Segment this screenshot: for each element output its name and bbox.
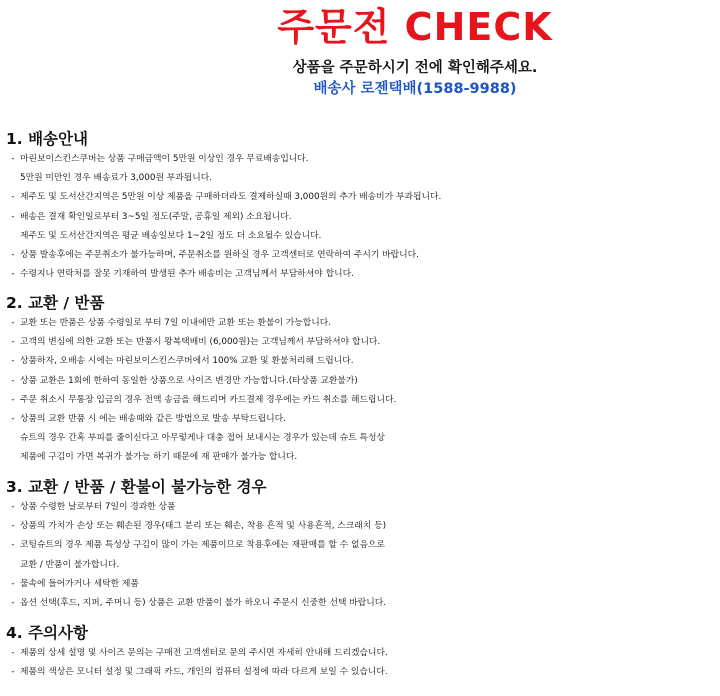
- list-item-text: 상품의 가치가 손상 또는 훼손된 경우(태그 분리 또는 훼손, 착용 흔적 및 사용흔적, 스크래치 등): [20, 521, 387, 532]
- list-item-text: 물속에 들어가거나 세탁한 제품: [20, 578, 139, 589]
- list-item: [6, 372, 714, 391]
- bullet-dash: -: [11, 269, 15, 280]
- list-item-text: 제품의 색상은 모니터 설정 및 그래픽 카드, 개인의 컴퓨터 설정에 따라 다르게 보일 수 있습니다.: [20, 667, 388, 678]
- bullet-dash: -: [11, 192, 15, 203]
- bullet-dash: -: [11, 414, 15, 425]
- section-heading: 1. 배송안내: [6, 130, 88, 148]
- list-item: [6, 188, 714, 207]
- section-non-returnable: [6, 476, 714, 613]
- list-item-text: 제주도 및 도서산간지역은 5만원 이상 제품을 구매하더라도 결제하실때 3,000원의 추가 배송비가 부과됩니다.: [20, 192, 442, 203]
- bullet-dash: -: [11, 154, 15, 164]
- bullet-dash: -: [11, 648, 15, 658]
- bullet-dash: -: [11, 540, 15, 551]
- page-title: 주문전 CHECK: [277, 5, 553, 49]
- section-list: [6, 644, 714, 682]
- list-item-text: 제주도 및 도서산간지역은 평균 배송일보다 1~2일 정도 더 소요될수 있습니다.: [20, 230, 322, 241]
- bullet-dash: -: [11, 502, 15, 512]
- list-item: [6, 391, 714, 410]
- list-item: [6, 333, 714, 352]
- list-item-text: 고객의 변심에 의한 교환 또는 반품시 왕복택배비 (6,000원)는 고객님께서 부담하셔야 합니다.: [20, 337, 381, 348]
- bullet-dash: -: [11, 211, 15, 222]
- list-item-text: 상품의 교환 반품 시 에는 배송때와 같은 방법으로 발송 부탁드립니다.: [20, 414, 286, 425]
- list-item: [6, 536, 714, 555]
- list-item-text: 제품의 상세 설명 및 사이즈 문의는 구매전 고객센터로 문의 주시면 자세히 안내해 드리겠습니다.: [20, 648, 388, 658]
- bullet-dash: -: [11, 667, 15, 678]
- bullet-dash: -: [11, 337, 15, 348]
- list-item-text: 상품 발송후에는 주문취소가 불가능하며, 주문취소를 원하실 경우 고객센터로 연락하여 주시기 바랍니다.: [20, 250, 419, 261]
- list-item: [6, 314, 714, 333]
- list-item: [6, 594, 714, 613]
- list-item: [6, 644, 714, 663]
- section-list: [6, 150, 714, 284]
- list-item: [6, 498, 714, 517]
- section-exchange-return: [6, 292, 714, 468]
- section-list: [6, 498, 714, 613]
- section-shipping-info: [6, 128, 714, 284]
- list-item-text: 코팅슈트의 경우 제품 특성상 구김이 많이 가는 제품이므로 착용후에는 재판매를 할 수 없음으로: [20, 540, 385, 551]
- section-precautions: [6, 622, 714, 682]
- bullet-dash: -: [11, 598, 15, 609]
- list-item-text: 수령지나 연락처를 잘못 기재하여 발생된 추가 배송비는 고객님께서 부담하셔야 합니다.: [20, 269, 354, 280]
- list-item: [6, 227, 714, 246]
- list-item: [6, 448, 714, 467]
- list-item: [6, 517, 714, 536]
- bullet-dash: -: [11, 578, 15, 589]
- list-item: [6, 169, 714, 188]
- bullet-dash: -: [11, 318, 15, 328]
- list-item: [6, 429, 714, 448]
- list-item-text: 상품하자, 오배송 시에는 마린보이스킨스쿠버에서 100% 교환 및 환불처리해 드립니다.: [20, 356, 354, 367]
- list-item: [6, 265, 714, 284]
- bullet-dash: -: [11, 394, 15, 405]
- list-item-text: 교환 또는 반품은 상품 수령일로 부터 7일 이내에만 교환 또는 환불이 가능합니다.: [20, 318, 332, 328]
- list-item-text: 교환 / 반품이 불가합니다.: [20, 559, 120, 570]
- list-item-text: 옵션 선택(후드, 지퍼, 주머니 등) 상품은 교환 반품이 불가 하오니 주문시 신중한 선택 바랍니다.: [20, 598, 387, 609]
- bullet-dash: -: [11, 356, 15, 367]
- list-item-text: 상품 교환은 1회에 한하여 동일한 상품으로 사이즈 변경만 가능합니다.(타상품 교환불가): [20, 375, 358, 386]
- bullet-dash: -: [11, 375, 15, 386]
- list-item-text: 주문 취소시 무통장 입금의 경우 전액 송금을 해드리며 카드결제 경우에는 카드 취소를 해드립니다.: [20, 394, 397, 405]
- list-item: [6, 246, 714, 265]
- section-list: [6, 314, 714, 468]
- list-item: [6, 208, 714, 227]
- list-item-text: 슈트의 경우 간혹 부피를 줄이신다고 아무렇게나 대충 접어 보내시는 경우가 있는데 슈트 특성상: [20, 433, 385, 444]
- list-item-text: 상품 수령한 날로부터 7일이 경과한 상품: [20, 502, 176, 512]
- list-item: [6, 352, 714, 371]
- list-item: [6, 575, 714, 594]
- bullet-dash: -: [11, 521, 15, 532]
- list-item-text: 5만원 미만인 경우 배송료가 3,000원 부과됩니다.: [20, 173, 213, 184]
- section-heading: 2. 교환 / 반품: [6, 294, 105, 312]
- courier-info: 배송사 로젠택배(1588-9988): [313, 81, 517, 97]
- list-item-text: 배송은 결재 확인일로부터 3~5일 정도(주말, 공휴일 제외) 소요됩니다.: [20, 211, 292, 222]
- list-item: [6, 556, 714, 575]
- list-item: [6, 410, 714, 429]
- list-item: [6, 663, 714, 682]
- list-item: [6, 150, 714, 169]
- list-item-text: 마린보이스킨스쿠버는 상품 구매금액이 5만원 이상인 경우 무료배송입니다.: [20, 154, 309, 164]
- bullet-dash: -: [11, 250, 15, 261]
- section-heading: 3. 교환 / 반품 / 환불이 불가능한 경우: [6, 478, 267, 496]
- list-item-text: 제품에 구김이 가면 복귀가 불가능 하기 때문에 재 판매가 불가능 합니다.: [20, 452, 298, 463]
- section-heading: 4. 주의사항: [6, 624, 88, 642]
- page-subtitle: 상품을 주문하시기 전에 확인해주세요.: [292, 60, 538, 76]
